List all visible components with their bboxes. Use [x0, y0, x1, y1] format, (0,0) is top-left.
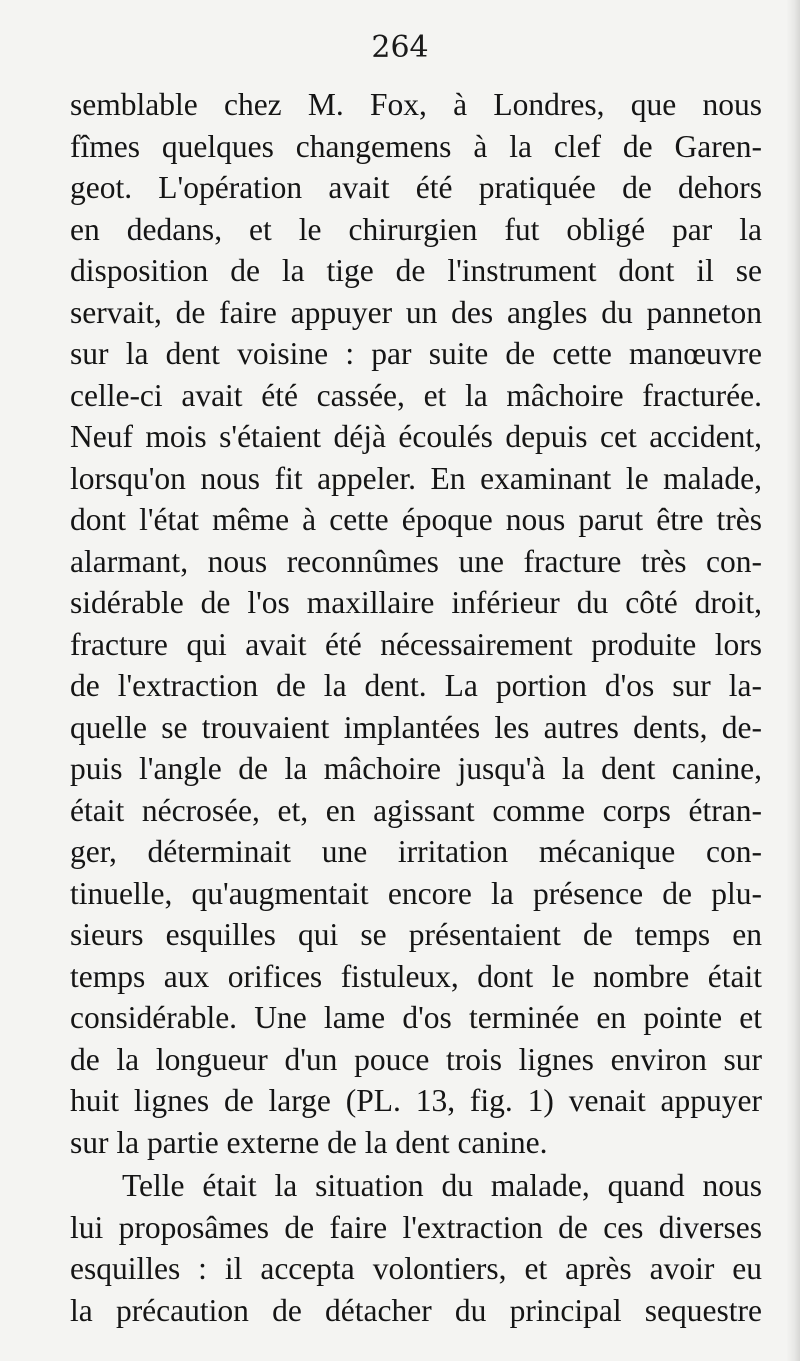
text-line: la précaution de détacher du principal sequestre: [70, 1292, 762, 1328]
page-number: 264: [371, 30, 429, 65]
text-line: lorsqu'on nous fit appeler. En examinant le malade,: [70, 460, 762, 496]
text-line: sur la partie externe de la dent canine.: [70, 1124, 548, 1160]
text-line: temps aux orifices fistuleux, dont le nombre était: [70, 958, 762, 994]
text-line: servait, de faire appuyer un des angles du panneton: [70, 294, 762, 330]
text-line: fîmes quelques changemens à la clef de Garen-: [70, 128, 762, 164]
text-line: Neuf mois s'étaient déjà écoulés depuis cet accident,: [70, 419, 762, 454]
text-line: sur la dent voisine : par suite de cette manœuvre: [70, 336, 762, 371]
paragraph: [70, 84, 762, 1163]
text-line: en dedans, et le chirurgien fut obligé par la: [70, 211, 762, 247]
text-line: de l'extraction de la dent. La portion d'os sur la-: [70, 668, 762, 703]
text-line: alarmant, nous reconnûmes une fracture très con-: [70, 543, 762, 579]
text-line: était nécrosée, et, en agissant comme corps étran-: [70, 792, 762, 828]
text-line: tinuelle, qu'augmentait encore la présence de plu-: [70, 875, 762, 911]
text-line: geot. L'opération avait été pratiquée de dehors: [70, 170, 762, 205]
text-line: quelle se trouvaient implantées les autres dents, de-: [70, 709, 762, 745]
text-line: de la longueur d'un pouce trois lignes environ sur: [70, 1041, 762, 1077]
text-line: disposition de la tige de l'instrument dont il se: [70, 253, 762, 288]
text-line: lui proposâmes de faire l'extraction de ces diverses: [70, 1209, 762, 1245]
text-line: semblable chez M. Fox, à Londres, que nous: [70, 87, 762, 122]
text-line: sidérable de l'os maxillaire inférieur du côté droit,: [70, 585, 762, 620]
text-line: ger, déterminait une irritation mécanique con-: [70, 834, 762, 869]
text-line: dont l'état même à cette époque nous parut être très: [70, 502, 762, 537]
text-line: esquilles : il accepta volontiers, et après avoir eu: [70, 1251, 762, 1286]
text-line: sieurs esquilles qui se présentaient de temps en: [70, 917, 762, 952]
body-text: [70, 84, 762, 1331]
text-line: Telle était la situation du malade, quand nous: [122, 1168, 762, 1203]
text-line: puis l'angle de la mâchoire jusqu'à la dent canine,: [70, 751, 762, 786]
text-line: huit lignes de large (PL. 13, fig. 1) venait appuyer: [70, 1083, 762, 1118]
text-line: considérable. Une lame d'os terminée en pointe et: [70, 1000, 762, 1035]
text-line: fracture qui avait été nécessairement produite lors: [70, 626, 762, 662]
paragraph: [70, 1165, 762, 1331]
text-line: celle-ci avait été cassée, et la mâchoire fracturée.: [70, 377, 762, 413]
